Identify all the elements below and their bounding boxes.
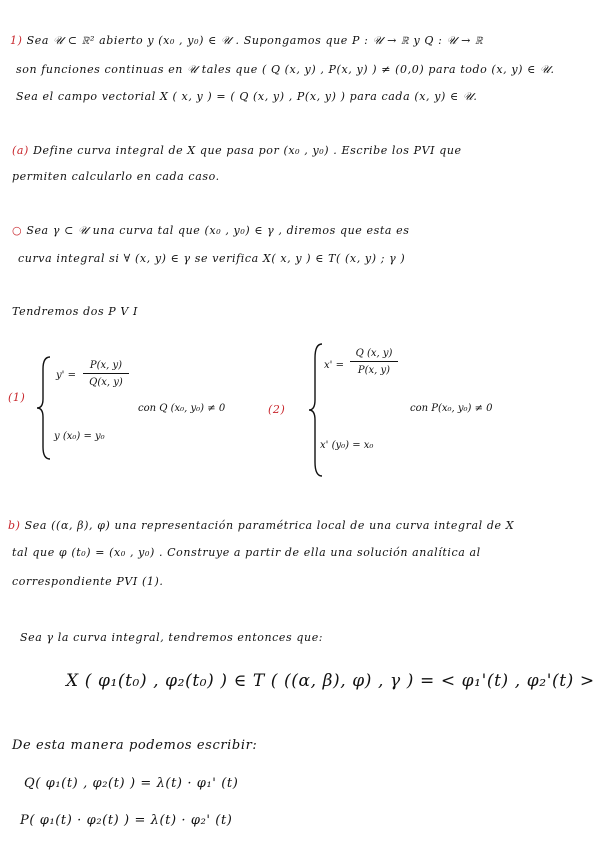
bullet-icon: ○ — [12, 224, 23, 237]
part-b-line-2: tal que φ (t₀) = (x₀ , y₀) . Construye a partir de ella una solución analítica al — [12, 546, 481, 559]
problem-statement-line-1 — [10, 34, 483, 48]
problem-number: 1) — [10, 34, 23, 47]
pvi-2-fraction — [350, 348, 398, 376]
pvi-2-numerator: Q (x, y) — [350, 348, 398, 362]
problem-statement-line-3: Sea el campo vectorial X ( x, y ) = ( Q (x, y) , P(x, y) ) para cada (x, y) ∈ 𝒰. — [16, 90, 478, 103]
definition-line-1 — [12, 224, 409, 238]
pvi-1-numerator: P(x, y) — [83, 360, 129, 374]
equation-p: P( φ₁(t) · φ₂(t) ) = λ(t) · φ₂' (t) — [20, 813, 233, 828]
pvi-2-denominator: P(x, y) — [357, 365, 391, 376]
pvi-2-label: (2) — [268, 403, 286, 416]
part-b-line-1 — [8, 519, 514, 532]
tangent-equation: X ( φ₁(t₀) , φ₂(t₀) ) ∈ T ( ((α, β), φ) , γ ) = < φ₁'(t) , φ₂'(t) > — [66, 671, 595, 691]
pvi-2-initial-condition: x' (y₀) = x₀ — [320, 440, 374, 451]
pvi-2-condition: con P(x₀, y₀) ≠ 0 — [410, 403, 493, 414]
problem-text-1: Sea 𝒰 ⊂ ℝ² abierto y (x₀ , y₀) ∈ 𝒰 . Supongamos que P : 𝒰 → ℝ y Q : 𝒰 → ℝ — [26, 34, 484, 47]
pvi-1-condition: con Q (x₀, y₀) ≠ 0 — [138, 403, 226, 414]
pvi-2-lhs: x' = — [324, 360, 344, 371]
solution-line-1: Sea γ la curva integral, tendremos entonces que: — [20, 631, 324, 644]
pvi-1-initial-condition: y (x₀) = y₀ — [54, 431, 105, 442]
definition-text-1: Sea γ ⊂ 𝒰 una curva tal que (x₀ , y₀) ∈ γ , diremos que esta es — [26, 224, 410, 237]
pvi-1-denominator: Q(x, y) — [89, 377, 123, 388]
pvi-1-fraction — [83, 360, 129, 388]
equation-q: Q( φ₁(t) , φ₂(t) ) = λ(t) · φ₁' (t) — [24, 776, 239, 791]
part-b-label: b) — [8, 519, 21, 532]
part-b-text-1: Sea ((α, β), φ) una representación paramétrica local de una curva integral de X — [24, 519, 515, 532]
pvi-1-brace — [36, 355, 52, 461]
pvi-1-lhs: y' = — [56, 370, 76, 381]
part-a-label: (a) — [12, 144, 29, 157]
part-a-line-1 — [12, 144, 462, 157]
two-pvi-heading: Tendremos dos P V I — [12, 305, 138, 318]
solution-line-2: De esta manera podemos escribir: — [12, 738, 258, 753]
pvi-1-label: (1) — [8, 391, 26, 404]
problem-statement-line-2: son funciones continuas en 𝒰 tales que ( Q (x, y) , P(x, y) ) ≠ (0,0) para todo (x, y) ∈ 𝒰. — [16, 63, 555, 76]
part-b-line-3: correspondiente PVI (1). — [12, 575, 164, 588]
part-a-line-2: permiten calcularlo en cada caso. — [12, 170, 220, 183]
part-a-text-1: Define curva integral de X que pasa por (x₀ , y₀) . Escribe los PVI que — [33, 144, 462, 157]
pvi-2-brace — [308, 342, 324, 478]
definition-line-2: curva integral si ∀ (x, y) ∈ γ se verifica X( x, y ) ∈ T( (x, y) ; γ ) — [18, 252, 406, 265]
